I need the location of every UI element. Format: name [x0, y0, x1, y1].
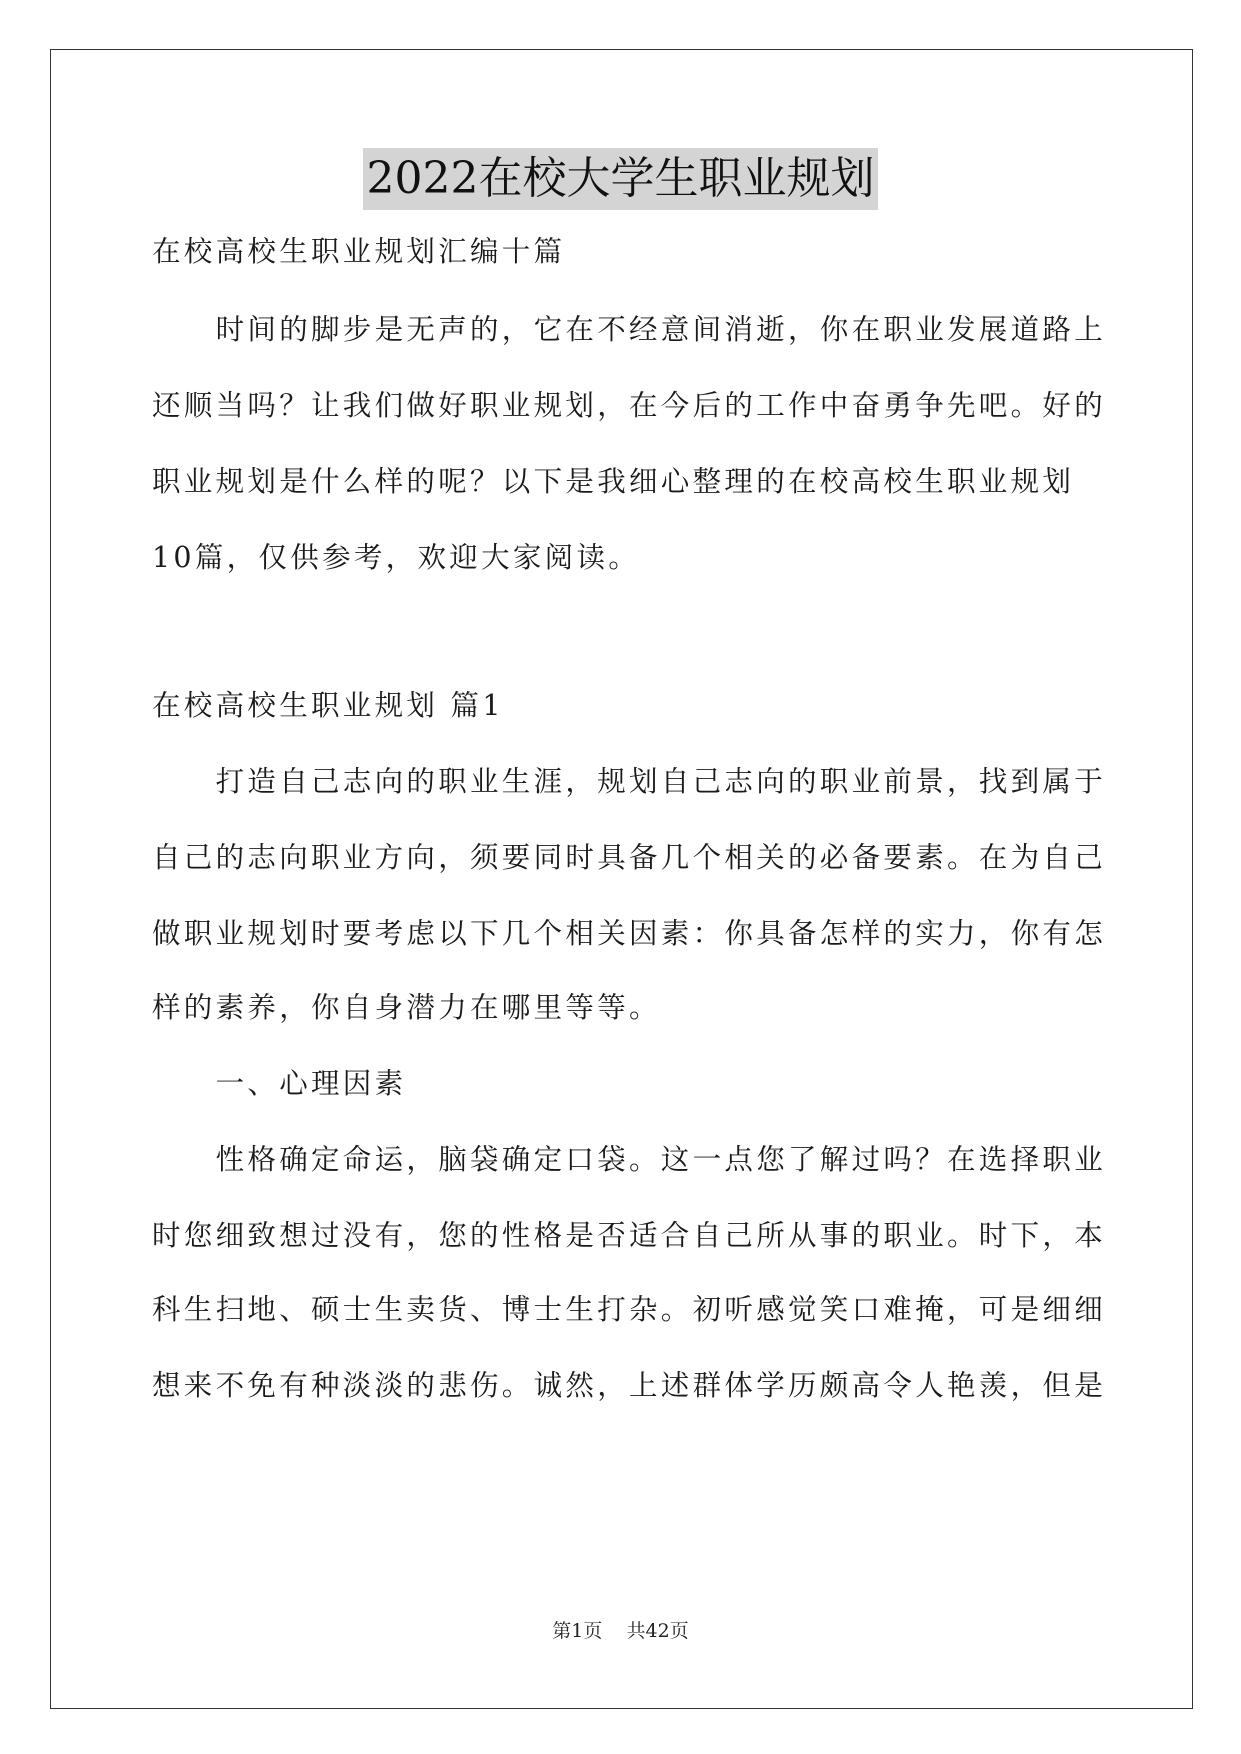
- total-pages: 42: [645, 1620, 670, 1642]
- paragraph-line: 样的素养，你自身潜力在哪里等等。: [152, 991, 661, 1024]
- page-footer: [0, 1616, 1241, 1643]
- page-label-suffix: 页: [583, 1620, 603, 1642]
- section-heading: 在校高校生职业规划 篇1: [152, 689, 504, 722]
- total-label-suffix: 页: [669, 1620, 689, 1642]
- paragraph-line: 时您细致想过没有，您的性格是否适合自己所从事的职业。时下，本: [152, 1219, 1107, 1252]
- paragraph-line: 想来不免有种淡淡的悲伤。诚然，上述群体学历颇高令人艳羡，但是: [152, 1369, 1107, 1402]
- paragraph-line: 科生扫地、硕士生卖货、博士生打杂。初听感觉笑口难掩，可是细细: [152, 1293, 1107, 1326]
- subsection-heading: 一、心理因素: [152, 1067, 407, 1100]
- paragraph-line: 打造自己志向的职业生涯，规划自己志向的职业前景，找到属于: [152, 765, 1107, 798]
- title-container: [0, 148, 1241, 210]
- paragraph-line: 还顺当吗？让我们做好职业规划，在今后的工作中奋勇争先吧。好的: [152, 389, 1107, 422]
- document-title: 2022在校大学生职业规划: [363, 148, 879, 210]
- paragraph-line: 自己的志向职业方向，须要同时具备几个相关的必备要素。在为自己: [152, 841, 1107, 874]
- page-label-prefix: 第: [552, 1620, 572, 1642]
- page-border: [50, 49, 1193, 1709]
- page-number: 1: [571, 1620, 584, 1642]
- total-label-prefix: 共: [626, 1620, 646, 1642]
- paragraph-line: 10篇，仅供参考，欢迎大家阅读。: [152, 541, 641, 574]
- paragraph-line: 职业规划是什么样的呢？以下是我细心整理的在校高校生职业规划: [152, 465, 1075, 498]
- paragraph-line: 性格确定命运，脑袋确定口袋。这一点您了解过吗？在选择职业: [152, 1143, 1107, 1176]
- paragraph-line: 时间的脚步是无声的，它在不经意间消逝，你在职业发展道路上: [152, 313, 1107, 346]
- paragraph-line: 做职业规划时要考虑以下几个相关因素：你具备怎样的实力，你有怎: [152, 917, 1107, 950]
- subtitle-line: 在校高校生职业规划汇编十篇: [152, 235, 566, 268]
